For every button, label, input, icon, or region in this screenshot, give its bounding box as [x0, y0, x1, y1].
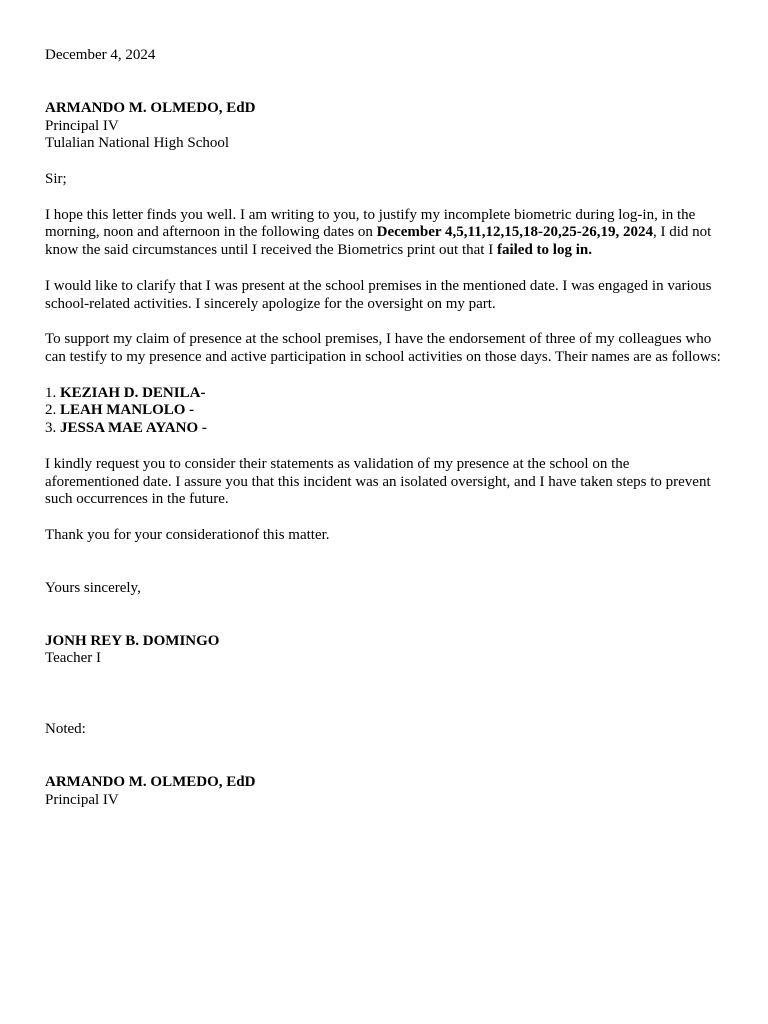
sender-position: Teacher I [45, 650, 101, 667]
addressee-name: ARMANDO M. OLMEDO, EdD [45, 99, 256, 116]
noter-name: ARMANDO M. OLMEDO, EdD [45, 773, 256, 790]
letter-date: December 4, 2024 [45, 47, 156, 63]
sender-name: JONH REY B. DOMINGO [45, 632, 220, 649]
paragraph-justification: I hope this letter finds you well. I am writing to you, to justify my incomplete biometric during log-in, in the morning, noon and afternoon in the following dates on December 4,5,11,12,15,18-20,25-26,19, 2024, I did not know the said circumstances until I received the Biometrics print out that I failed to log in. [45, 206, 712, 259]
list-item: 1. KEZIAH D. DENILA- [45, 384, 206, 401]
closing: Yours sincerely, [45, 579, 141, 596]
noted-label: Noted: [45, 721, 86, 738]
paragraph-support: To support my claim of presence at the school premises, I have the endorsement of three of my colleagues who can testify to my presence and active participation in school activities on those days. Their names are as follows: [45, 331, 721, 365]
salutation: Sir; [45, 170, 67, 187]
addressee-school: Tulalian National High School [45, 135, 230, 152]
paragraph-thanks: Thank you for your considerationof this matter. [45, 526, 330, 543]
noter-block [45, 774, 725, 810]
paragraph-request: I kindly request you to consider their statements as validation of my presence at the school on the aforementioned date. I assure you that this incident was an isolated oversight, and I have taken steps to prevent such occurrences in the future. [45, 455, 711, 508]
addressee-block [45, 100, 725, 153]
list-item: 3. JESSA MAE AYANO - [45, 420, 207, 437]
list-item: 2. LEAH MANLOLO - [45, 402, 195, 419]
noter-position: Principal IV [45, 791, 119, 808]
sender-block [45, 633, 725, 669]
failed-highlight: failed to log in. [496, 242, 592, 259]
paragraph-clarification: I would like to clarify that I was present at the school premises in the mentioned date. I was engaged in various school-related activities. I sincerely apologize for the oversight on my part. [45, 277, 712, 312]
letter-page [45, 47, 725, 810]
dates-highlight: December 4,5,11,12,15,18-20,25-26,19, 2024 [376, 224, 653, 241]
colleague-list [45, 385, 725, 438]
addressee-position: Principal IV [45, 117, 119, 134]
